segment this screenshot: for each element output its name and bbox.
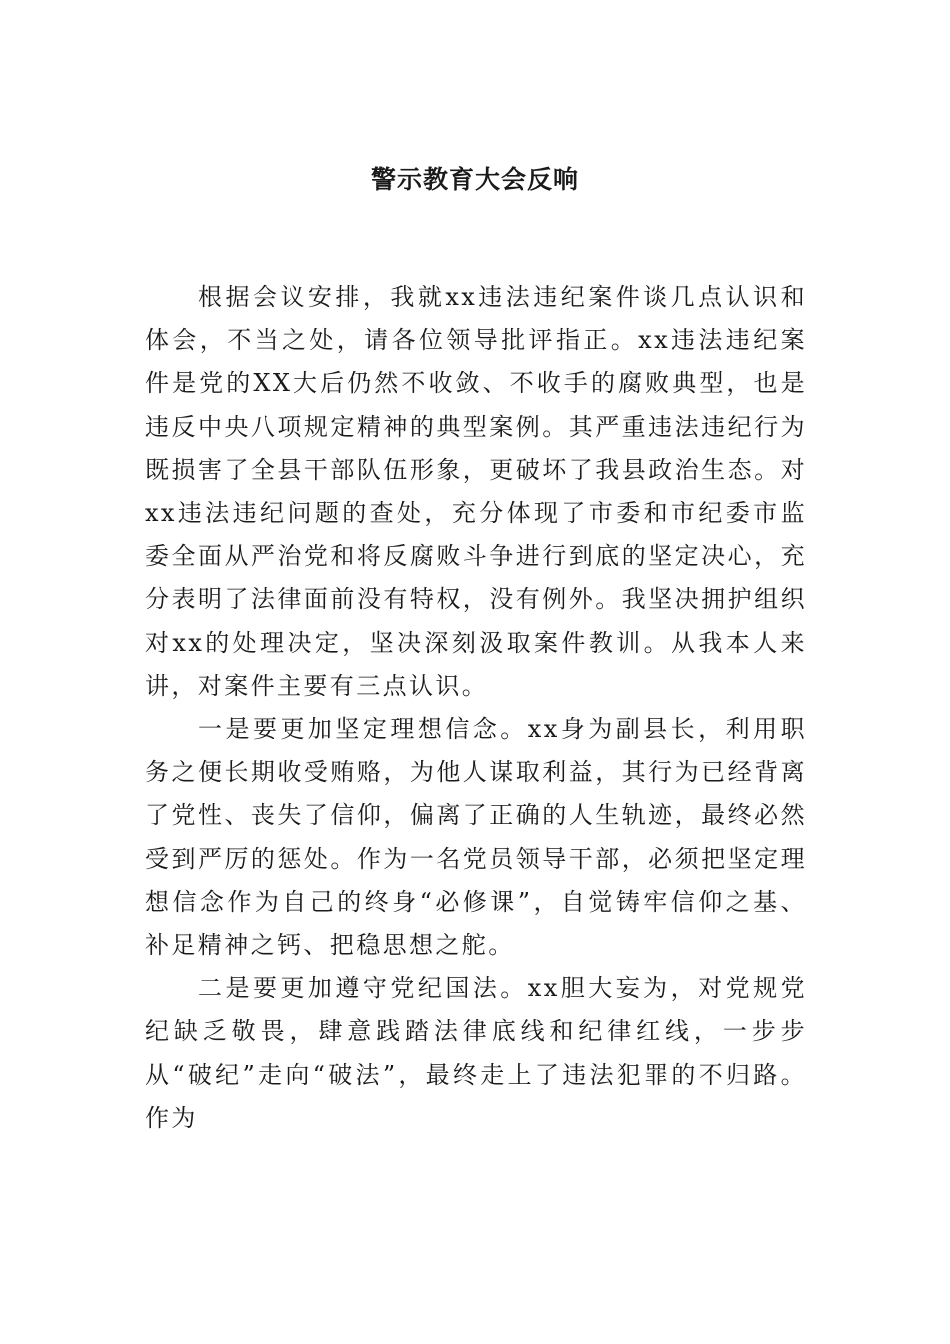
document-title: 警示教育大会反响	[370, 165, 579, 194]
paragraph-intro: 根据会议安排，我就xx违法违纪案件谈几点认识和体会，不当之处，请各位领导批评指正。xx违法违纪案件是党的XX大后仍然不收敛、不收手的腐败典型，也是违反中央八项规定精神的典型案例。其严重违法违纪行为既损害了全县干部队伍形象，更破坏了我县政治生态。对xx违法违纪问题的查处，充分体现了市委和市纪委市监委全面从严治党和将反腐败斗争进行到底的坚定决心，充分表明了法律面前没有特权，没有例外。我坚决拥护组织对xx的处理决定，坚决深刻汲取案件教训。从我本人来讲，对案件主要有三点认识。	[145, 283, 807, 700]
document-body	[145, 276, 807, 1140]
paragraph-point-one: 一是要更加坚定理想信念。xx身为副县长，利用职务之便长期收受贿赂，为他人谋取利益，其行为已经背离了党性、丧失了信仰，偏离了正确的人生轨迹，最终必然受到严厉的惩处。作为一名党员领导干部，必须把坚定理想信念作为自己的终身“必修课”，自觉铸牢信仰之基、补足精神之钙、把稳思想之舵。	[145, 715, 807, 960]
paragraph-point-two: 二是要更加遵守党纪国法。xx胆大妄为，对党规党纪缺乏敬畏，肆意践踏法律底线和纪律红线，一步步从“破纪”走向“破法”，最终走上了违法犯罪的不归路。作为	[145, 974, 807, 1132]
